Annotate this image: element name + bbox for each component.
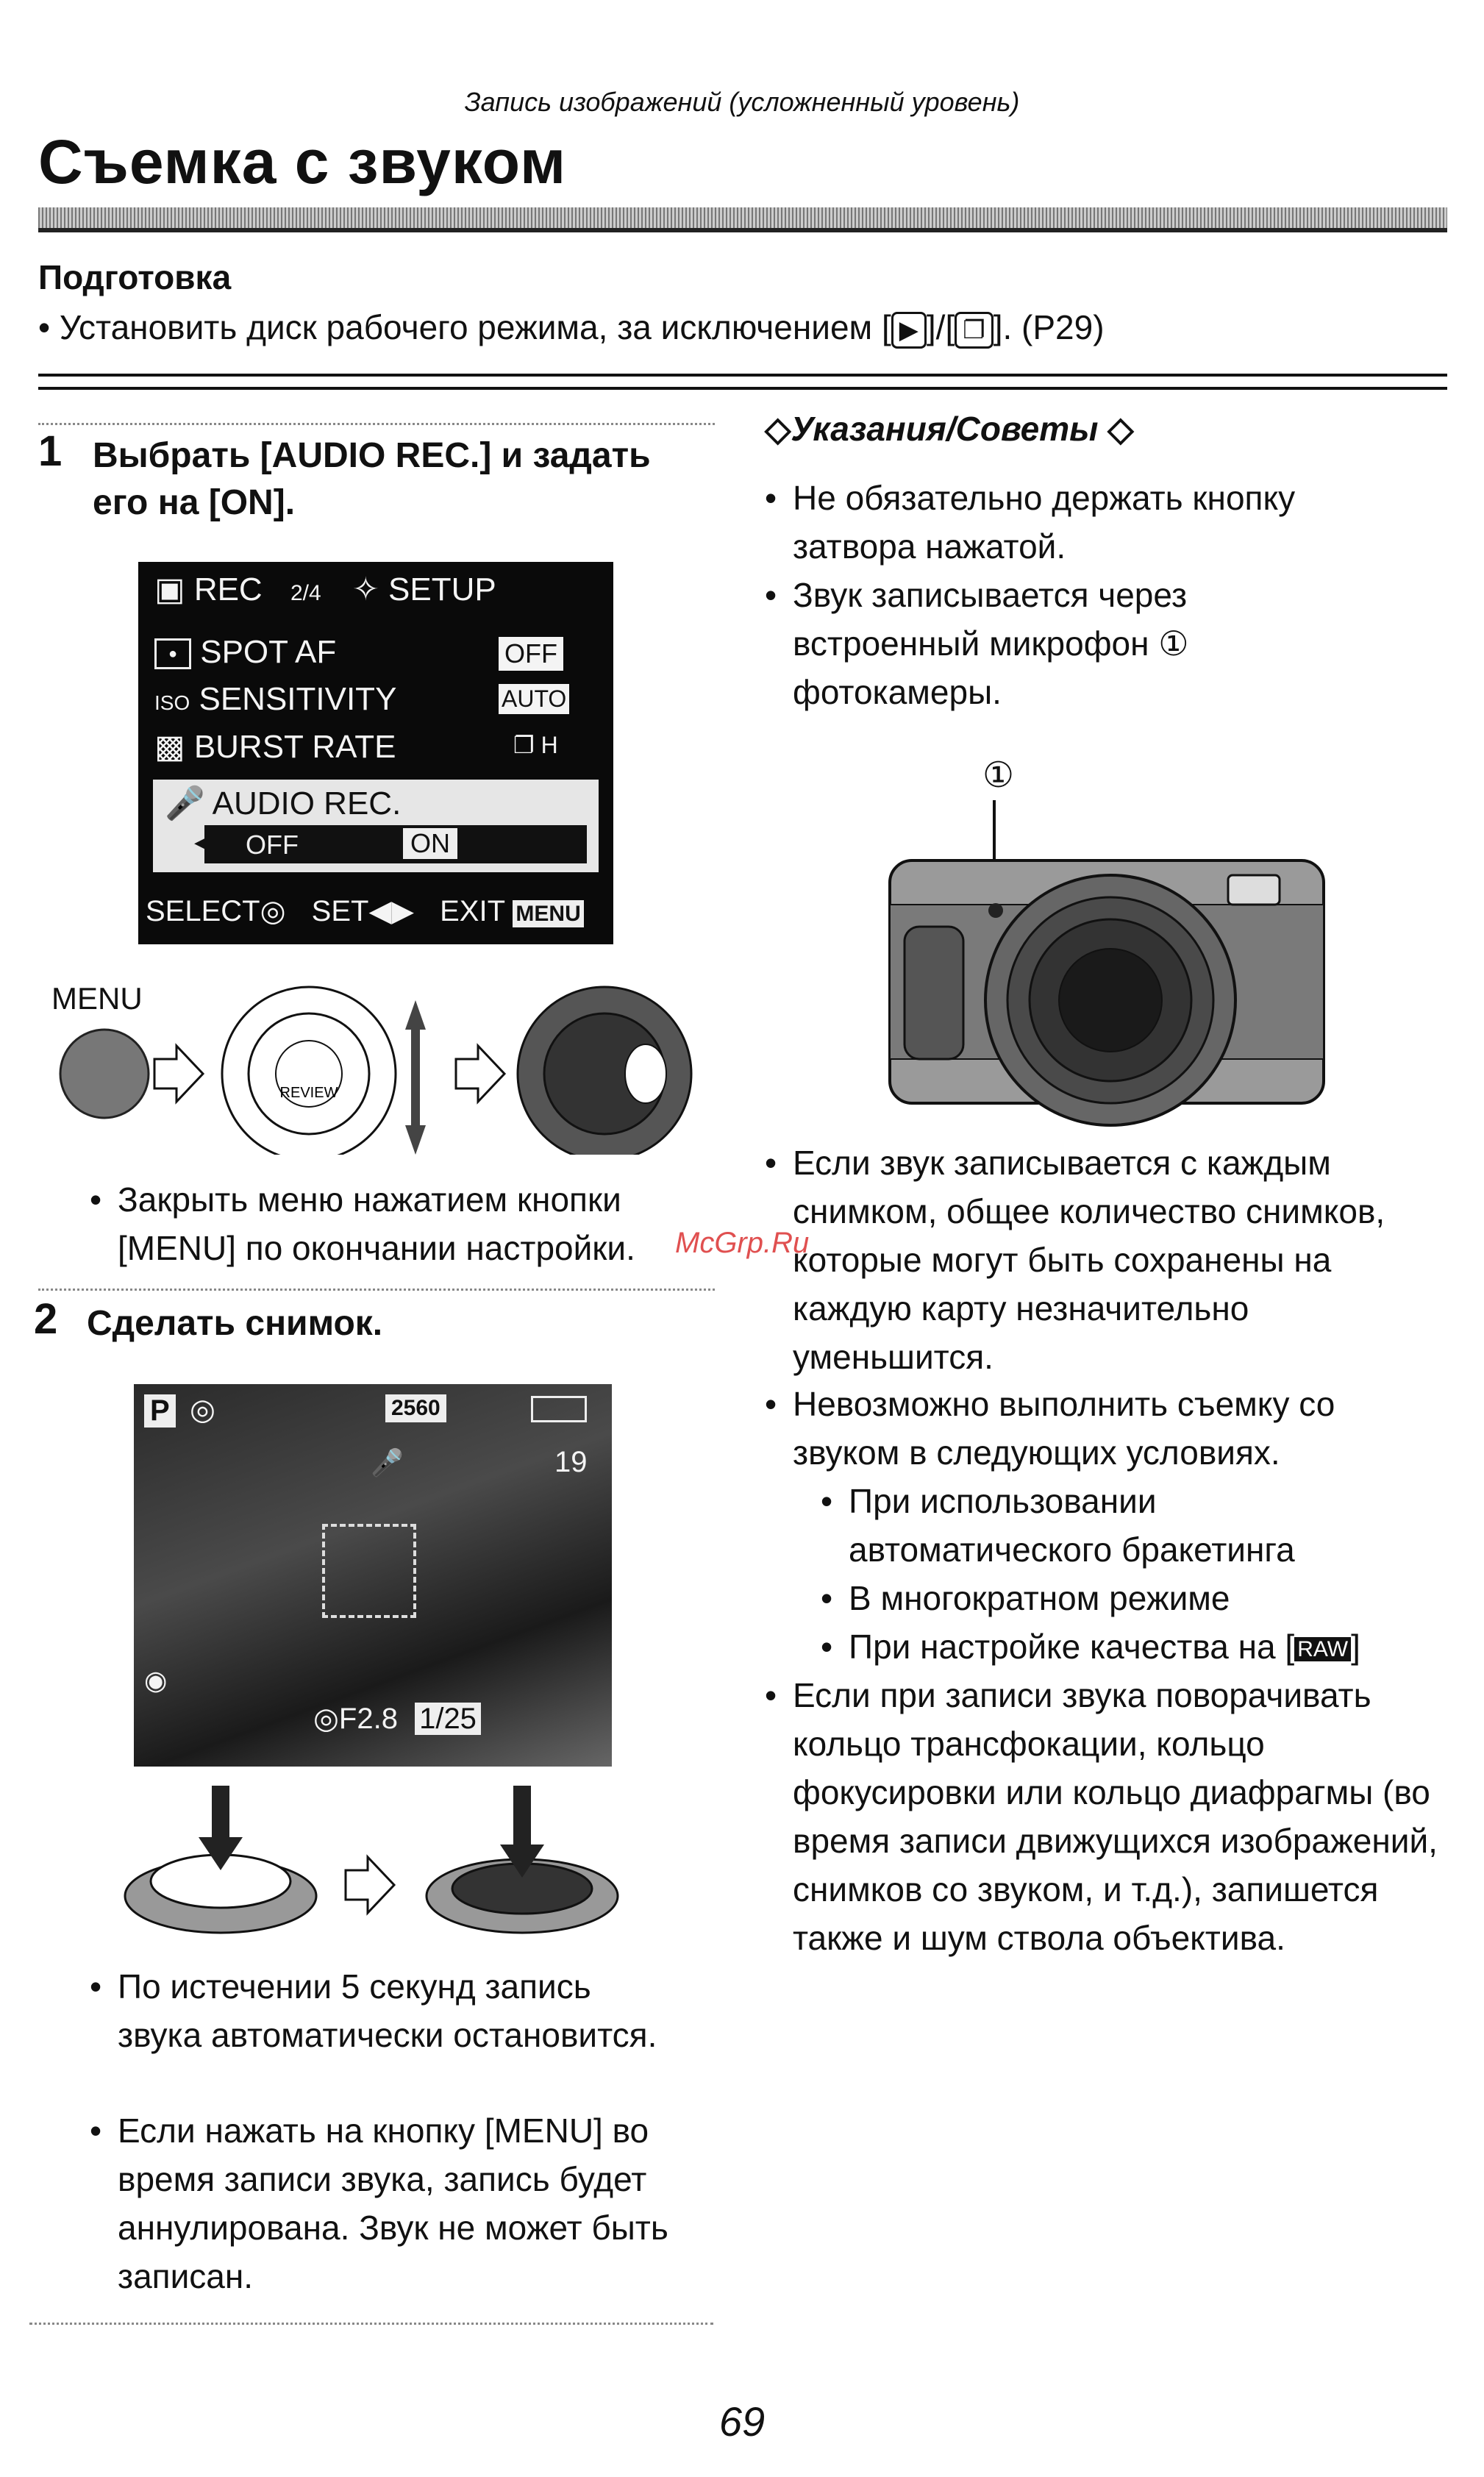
frames-remaining: 19 xyxy=(554,1446,588,1478)
raw-icon: RAW xyxy=(1294,1637,1351,1661)
exposure-readout xyxy=(313,1702,481,1736)
step1-divider xyxy=(38,423,715,425)
bullet-dot: • xyxy=(765,1144,777,1182)
prep-text-part3: ]. (P29) xyxy=(993,308,1105,346)
step1-text-line1: Выбрать [AUDIO REC.] и задать xyxy=(93,436,651,475)
bullet-dot: • xyxy=(90,2111,102,2150)
raw-prefix: При настройке качества на [ xyxy=(849,1628,1295,1666)
tips-bullet-3 xyxy=(765,1138,1441,1381)
bullet-dot: • xyxy=(765,1385,777,1423)
bullet-dot: • xyxy=(765,479,777,517)
spot-af-icon: ● xyxy=(154,638,191,669)
bullet-text: В многократном режиме xyxy=(849,1579,1230,1617)
tips-sub-bullet-3 xyxy=(821,1622,1446,1674)
prep-text-part1: • Установить диск рабочего режима, за исключением [ xyxy=(38,308,891,346)
bullet-text xyxy=(849,1622,1446,1674)
bullet-text: При использовании автоматического бракетинга xyxy=(849,1482,1295,1569)
tips-bullet-4 xyxy=(765,1380,1441,1483)
camera-icon: ▣ xyxy=(154,571,185,607)
mode-p: P xyxy=(144,1394,176,1428)
watermark: McGrp.Ru xyxy=(675,1227,810,1259)
tips-heading xyxy=(765,409,1134,449)
step1-bullet xyxy=(90,1175,722,1278)
menu-button-icon xyxy=(60,1030,149,1118)
shutter-value: 1/25 xyxy=(415,1703,481,1735)
footer-select: SELECT xyxy=(146,895,260,927)
tab-page: 2/4 xyxy=(290,581,321,605)
left-right-icon: ◀▶ xyxy=(368,895,414,927)
preparation-heading: Подготовка xyxy=(38,258,232,296)
bullet-text: Если при записи звука поворачивать кольцо трансфокации, кольцо фокусировки или кольцо диафрагмы (во время записи движущихся изображений, снимков со звуком, и т.д.), запишется также и шум ствола объектива. xyxy=(793,1676,1438,1957)
play-icon: ▶ xyxy=(891,312,927,349)
burst-rate-value: H xyxy=(541,732,558,758)
step2-text: Сделать снимок. xyxy=(87,1304,383,1343)
audio-rec-options xyxy=(194,825,587,863)
step2-number: 2 xyxy=(34,1295,58,1343)
battery-icon xyxy=(531,1396,587,1422)
camera-illustration xyxy=(875,794,1346,1133)
metering-icon: ◉ xyxy=(144,1665,168,1695)
step2-bullet-1 xyxy=(90,1962,722,2109)
bullet-text: По истечении 5 секунд запись звука автоматически остановится. xyxy=(118,1967,657,2054)
step1-text-line2: его на [ON]. xyxy=(93,483,296,522)
microphone-icon: 🎤 xyxy=(371,1447,404,1478)
option-on[interactable]: ON xyxy=(403,828,457,859)
bullet-text: Не обязательно держать кнопку затвора нажатой. xyxy=(793,479,1296,566)
menu-row-label: SPOT AF xyxy=(200,634,337,670)
bullet-dot: • xyxy=(821,1628,833,1666)
menu-footer xyxy=(146,885,609,937)
callout-number: ① xyxy=(982,756,1015,795)
menu-row-sensitivity xyxy=(154,681,396,718)
step1-number: 1 xyxy=(38,427,63,475)
wrench-icon: ✧ xyxy=(352,571,379,607)
diamond-icon-2: ◇ xyxy=(1107,410,1134,448)
bullet-text: Звук записывается через встроенный микрофон ① фотокамеры. xyxy=(793,576,1189,711)
audio-rec-label-wrap xyxy=(165,784,401,822)
bullet-text: Невозможно выполнить съемку со звуком в следующих условиях. xyxy=(793,1385,1335,1472)
burst-icon: ▩ xyxy=(154,729,185,765)
audio-rec-label: AUDIO REC. xyxy=(212,785,402,821)
arrow-right-icon-2 xyxy=(456,1046,504,1102)
footer-set: SET xyxy=(311,895,369,927)
menu-row-burst-rate xyxy=(154,728,396,766)
aperture-icon: ◎ xyxy=(313,1703,339,1735)
aperture-value: F2.8 xyxy=(338,1703,398,1735)
world-icon: ◎ xyxy=(190,1394,215,1426)
menu-row-label: BURST RATE xyxy=(193,729,396,765)
joystick-icon: ◎ xyxy=(260,895,286,927)
tips-bullet-5 xyxy=(765,1671,1441,2068)
menu-row-spot-af xyxy=(154,634,336,671)
audio-rec-menu-screen xyxy=(138,562,613,944)
iso-icon: ISO xyxy=(154,691,190,714)
resolution-badge: 2560 xyxy=(385,1394,446,1422)
dial-review-label: REVIEW xyxy=(279,1085,338,1101)
bullet-dot: • xyxy=(90,1967,102,2006)
tips-sub-bullet-1 xyxy=(821,1477,1446,1580)
menu-tabs xyxy=(154,571,496,608)
section-header: Запись изображений (усложненный уровень) xyxy=(464,87,1020,117)
microphone-hole-icon xyxy=(988,903,1003,918)
arrow-right-icon-3 xyxy=(346,1857,394,1913)
tips-bullet-2 xyxy=(765,571,1427,725)
menu-dial-diagram xyxy=(44,963,706,1155)
option-off[interactable]: OFF xyxy=(246,830,299,860)
menu-badge: MENU xyxy=(513,900,583,927)
af-frame xyxy=(322,1524,416,1618)
arrow-right-icon xyxy=(154,1046,203,1102)
menu-button-label: MENU xyxy=(51,981,143,1016)
menu-row-value: OFF xyxy=(499,637,563,671)
bullet-dot: • xyxy=(765,576,777,614)
tab-rec: REC xyxy=(193,571,263,607)
title-rule xyxy=(38,207,1447,232)
bullet-text: Закрыть меню нажатием кнопки [MENU] по окончании настройки. xyxy=(118,1180,635,1267)
tips-heading-text: Указания/Советы xyxy=(791,410,1099,448)
burst-mode-icon: ❐ xyxy=(955,312,993,349)
tips-bullet-1 xyxy=(765,474,1427,577)
section-divider xyxy=(38,374,1447,390)
prep-text-part2: ]/[ xyxy=(926,308,955,346)
menu-row-value: AUTO xyxy=(499,684,569,714)
bullet-text: Если звук записывается с каждым снимком, общее количество снимков, которые могут быть сохранены на каждую карту незначительно уменьшится. xyxy=(793,1144,1385,1376)
bullet-dot: • xyxy=(90,1180,102,1219)
bullet-dot: • xyxy=(821,1482,833,1520)
rotate-arrow-icon xyxy=(405,1000,426,1155)
viewfinder-screen xyxy=(134,1384,612,1767)
preparation-text xyxy=(38,307,1105,349)
page-number: 69 xyxy=(718,2398,766,2445)
bottom-divider xyxy=(29,2323,713,2325)
shutter-diagram xyxy=(110,1778,640,1940)
raw-close: ] xyxy=(1351,1628,1360,1666)
arrow-left-icon: ◀ xyxy=(194,830,212,855)
tips-sub-bullet-2 xyxy=(821,1574,1446,1625)
menu-row-label: SENSITIVITY xyxy=(199,681,397,717)
step2-bullet-2 xyxy=(90,2106,722,2305)
menu-row-value: ❐ H xyxy=(513,732,558,758)
menu-row-audio-rec xyxy=(153,780,599,872)
diamond-icon: ◇ xyxy=(765,410,791,448)
microphone-icon: 🎤 xyxy=(165,785,205,821)
bullet-dot: • xyxy=(765,1676,777,1714)
bullet-text: Если нажать на кнопку [MENU] во время записи звука, запись будет аннулирована. Звук не может быть записан. xyxy=(118,2111,668,2295)
tab-setup: SETUP xyxy=(388,571,496,607)
page-title: Съемка с звуком xyxy=(38,127,567,196)
bullet-dot: • xyxy=(821,1579,833,1617)
footer-exit: EXIT xyxy=(440,895,505,927)
step2-divider xyxy=(38,1289,715,1291)
